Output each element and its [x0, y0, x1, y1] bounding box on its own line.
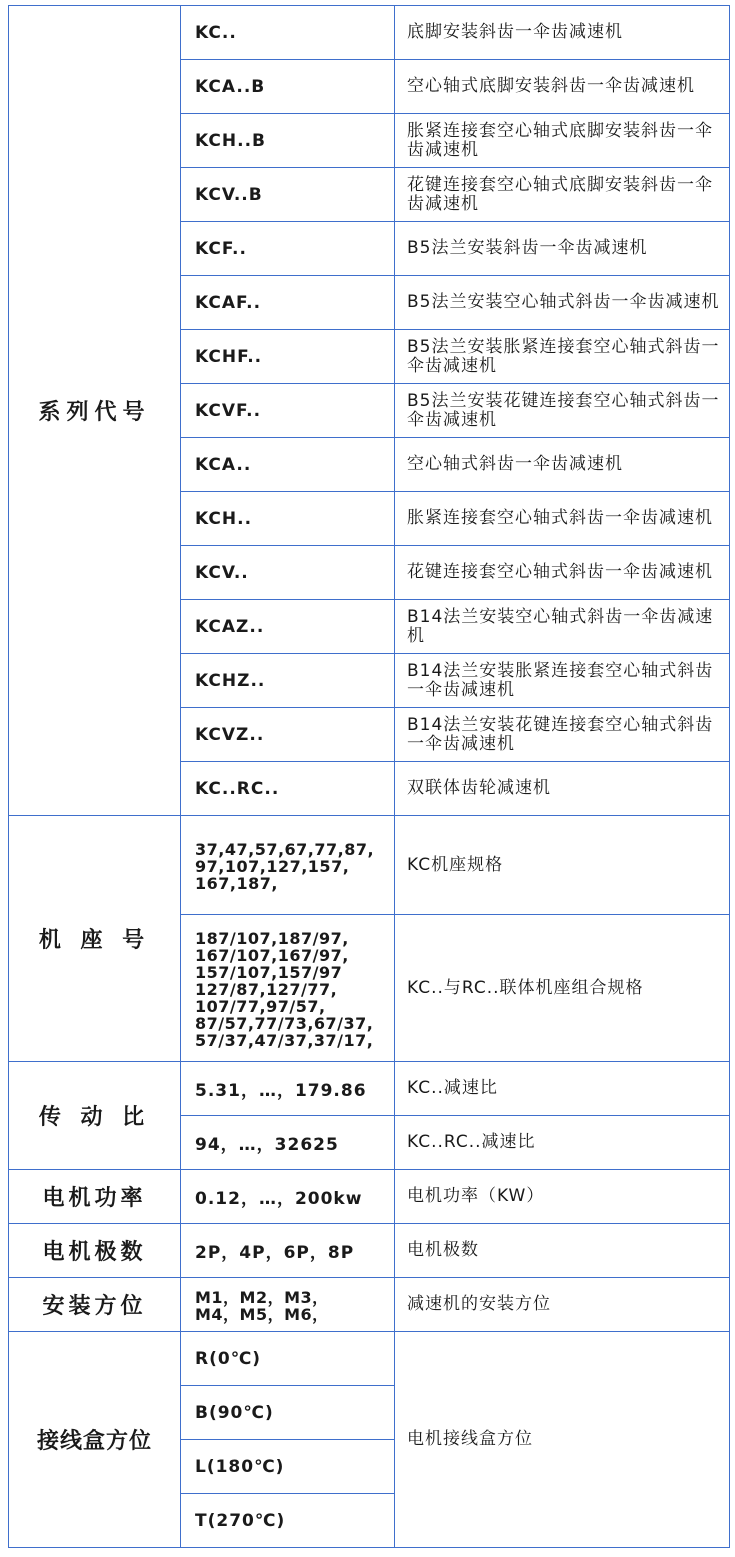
code-cell: KCAF..: [181, 276, 395, 330]
table-row: [9, 816, 730, 915]
code-cell: KCVF..: [181, 384, 395, 438]
code-cell: KCA..: [181, 438, 395, 492]
description-cell: KC..RC..减速比: [395, 1116, 730, 1170]
table-row: [9, 6, 730, 60]
description-cell: B5法兰安装空心轴式斜齿一伞齿减速机: [395, 276, 730, 330]
description-cell: 电机接线盒方位: [395, 1332, 730, 1548]
description-cell: B14法兰安装花键连接套空心轴式斜齿一伞齿减速机: [395, 708, 730, 762]
category-motor-power: 电机功率: [9, 1170, 181, 1224]
description-cell: KC..减速比: [395, 1062, 730, 1116]
description-cell: B14法兰安装空心轴式斜齿一伞齿减速机: [395, 600, 730, 654]
description-cell: 空心轴式斜齿一伞齿减速机: [395, 438, 730, 492]
code-cell: KCF..: [181, 222, 395, 276]
description-cell: B5法兰安装花键连接套空心轴式斜齿一伞齿减速机: [395, 384, 730, 438]
description-cell: KC..与RC..联体机座组合规格: [395, 915, 730, 1062]
description-cell: B14法兰安装胀紧连接套空心轴式斜齿一伞齿减速机: [395, 654, 730, 708]
category-frame-size: 机 座 号: [9, 816, 181, 1062]
code-cell: KCA..B: [181, 60, 395, 114]
description-cell: 空心轴式底脚安装斜齿一伞齿减速机: [395, 60, 730, 114]
code-lines: 37,47,57,67,77,87, 97,107,127,157, 167,187,: [195, 840, 375, 893]
code-cell: KCHF..: [181, 330, 395, 384]
code-cell: [181, 1278, 395, 1332]
table-row: [9, 1278, 730, 1332]
code-cell: KCVZ..: [181, 708, 395, 762]
description-cell: 底脚安装斜齿一伞齿减速机: [395, 6, 730, 60]
description-cell: 双联体齿轮减速机: [395, 762, 730, 816]
description-cell: B5法兰安装斜齿一伞齿减速机: [395, 222, 730, 276]
code-cell: 0.12，…，200kw: [181, 1170, 395, 1224]
description-cell: 花键连接套空心轴式底脚安装斜齿一伞齿减速机: [395, 168, 730, 222]
code-cell: L(180℃): [181, 1440, 395, 1494]
code-cell: KCHZ..: [181, 654, 395, 708]
code-cell: KCAZ..: [181, 600, 395, 654]
description-cell: 胀紧连接套空心轴式斜齿一伞齿减速机: [395, 492, 730, 546]
table-row: [9, 1224, 730, 1278]
code-cell: 2P，4P，6P，8P: [181, 1224, 395, 1278]
code-cell: KCH..: [181, 492, 395, 546]
table-row: [9, 1332, 730, 1386]
code-cell: KC..RC..: [181, 762, 395, 816]
category-ratio: 传 动 比: [9, 1062, 181, 1170]
description-cell: B5法兰安装胀紧连接套空心轴式斜齿一伞齿减速机: [395, 330, 730, 384]
code-lines: M1，M2，M3， M4，M5，M6，: [195, 1288, 329, 1324]
spec-table: [8, 5, 730, 1548]
code-cell: KC..: [181, 6, 395, 60]
code-cell: B(90℃): [181, 1386, 395, 1440]
table-row: [9, 1062, 730, 1116]
description-cell: 电机功率（KW）: [395, 1170, 730, 1224]
table-row: [9, 1170, 730, 1224]
description-cell: KC机座规格: [395, 816, 730, 915]
code-cell: KCV..: [181, 546, 395, 600]
code-cell: [181, 915, 395, 1062]
category-terminal-box: 接线盒方位: [9, 1332, 181, 1548]
code-lines: 187/107,187/97, 167/107,167/97, 157/107,157/97 127/87,127/77, 107/77,97/57, 87/57,77/73,67/37, 57/37,47/37,37/17,: [195, 929, 374, 1050]
description-cell: 胀紧连接套空心轴式底脚安装斜齿一伞齿减速机: [395, 114, 730, 168]
description-cell: 减速机的安装方位: [395, 1278, 730, 1332]
code-cell: 5.31，…，179.86: [181, 1062, 395, 1116]
category-series-code: 系列代号: [9, 6, 181, 816]
code-cell: KCH..B: [181, 114, 395, 168]
description-cell: 花键连接套空心轴式斜齿一伞齿减速机: [395, 546, 730, 600]
code-cell: KCV..B: [181, 168, 395, 222]
code-cell: [181, 816, 395, 915]
code-cell: 94，…，32625: [181, 1116, 395, 1170]
code-cell: T(270℃): [181, 1494, 395, 1548]
category-mounting-position: 安装方位: [9, 1278, 181, 1332]
category-motor-poles: 电机极数: [9, 1224, 181, 1278]
code-cell: R(0℃): [181, 1332, 395, 1386]
description-cell: 电机极数: [395, 1224, 730, 1278]
